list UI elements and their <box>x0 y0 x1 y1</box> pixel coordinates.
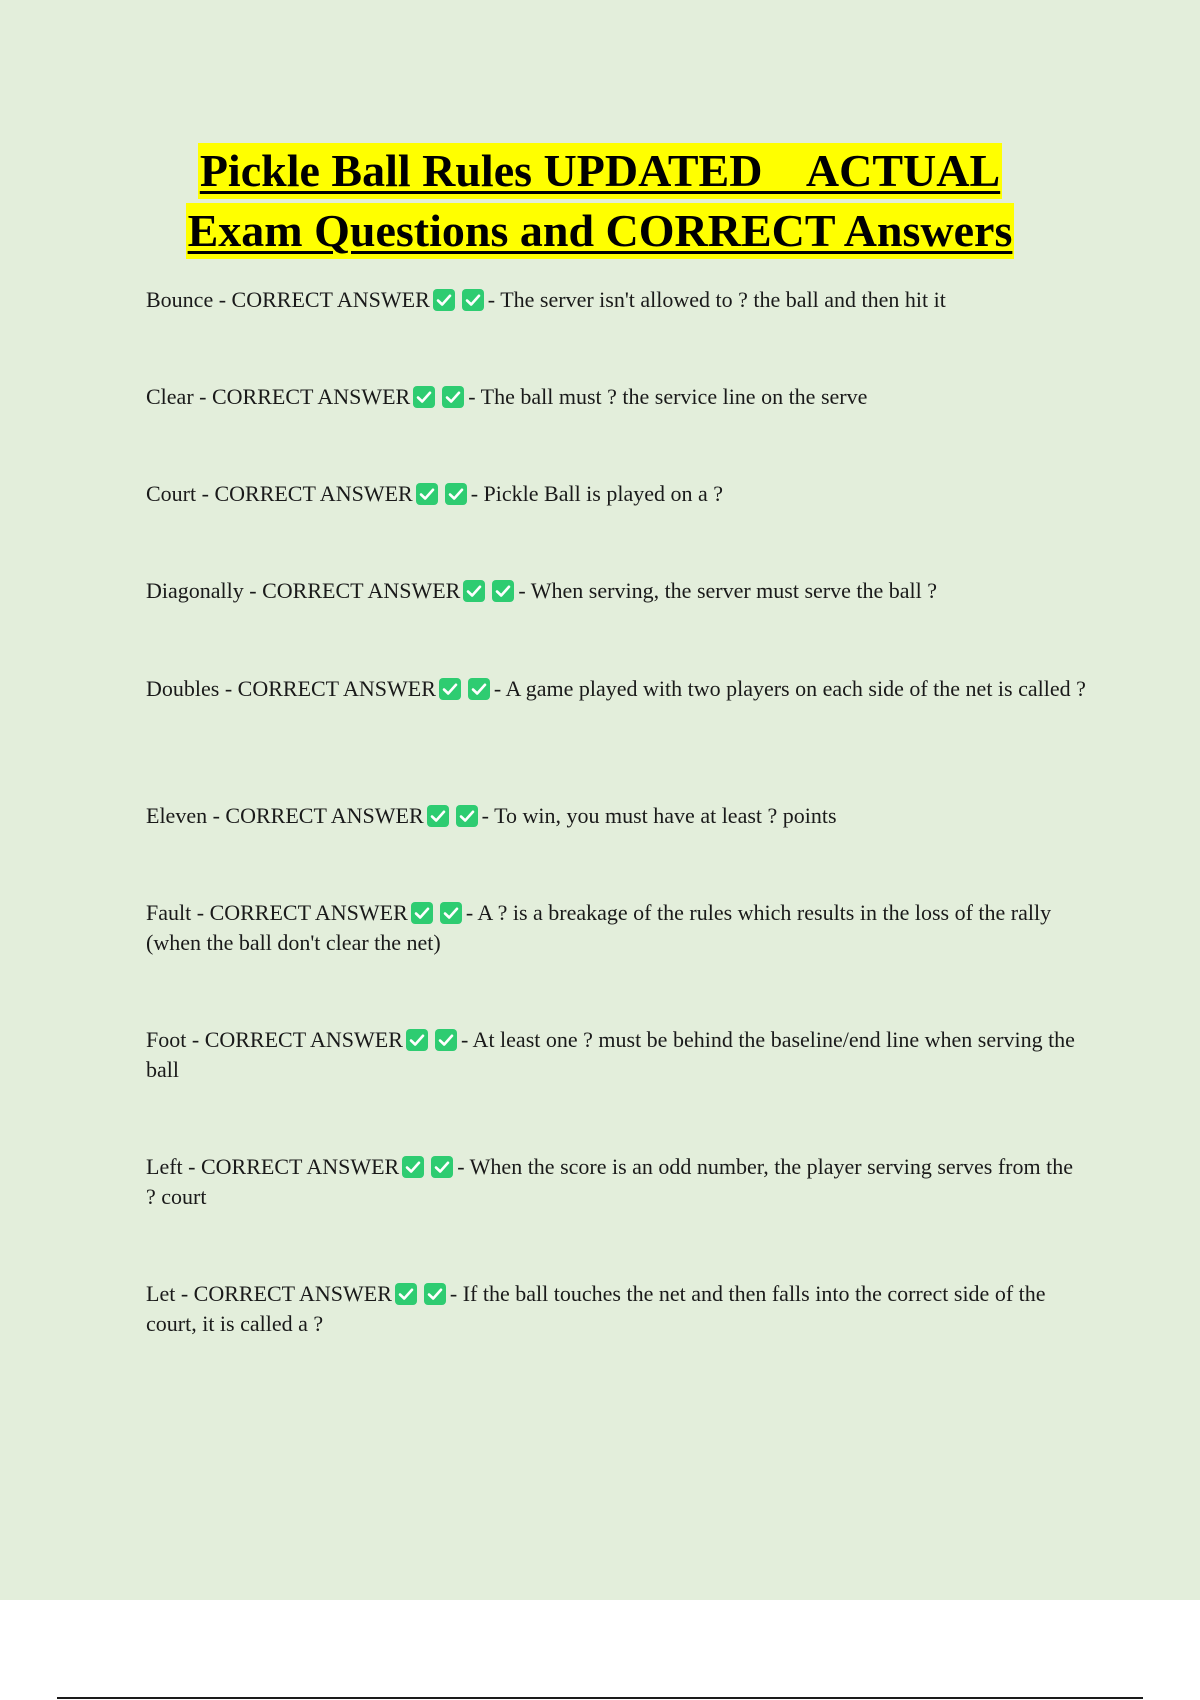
check-mark-icon <box>445 483 467 505</box>
check-mark-icon <box>402 1156 424 1178</box>
qa-term: Bounce <box>146 287 214 312</box>
qa-term: Diagonally <box>146 578 244 603</box>
check-mark-icon <box>442 386 464 408</box>
qa-item: Left - CORRECT ANSWER - When the score is an odd number, the player serving serves from the ? court <box>146 1154 1073 1209</box>
qa-item: Foot - CORRECT ANSWER - At least one ? must be behind the baseline/end line when serving the ball <box>146 1027 1075 1082</box>
check-mark-icon <box>413 386 435 408</box>
qa-term: Left <box>146 1154 183 1179</box>
footer-rule <box>57 1697 1143 1699</box>
qa-item: Diagonally - CORRECT ANSWER - When serving, the server must serve the ball ? <box>146 578 938 603</box>
qa-label: CORRECT ANSWER <box>211 384 411 409</box>
check-mark-icon <box>411 902 433 924</box>
check-mark-icon <box>427 805 449 827</box>
check-mark-icon <box>439 678 461 700</box>
qa-definition: - A ? is a breakage of the rules which results in the loss of the rally (when the ball don't clear the net) <box>146 900 1052 955</box>
check-mark-icon <box>463 580 485 602</box>
qa-label: CORRECT ANSWER <box>231 287 430 312</box>
check-mark-icon <box>424 1283 446 1305</box>
qa-term: Eleven <box>146 803 208 828</box>
qa-definition: - At least one ? must be behind the baseline/end line when serving the ball <box>146 1027 1075 1082</box>
qa-term: Court <box>146 481 197 506</box>
check-mark-icon <box>406 1029 428 1051</box>
qa-label: CORRECT ANSWER <box>225 803 424 828</box>
qa-term: Clear <box>146 384 194 409</box>
qa-label: CORRECT ANSWER <box>237 676 436 701</box>
check-mark-icon <box>395 1283 417 1305</box>
qa-term: Foot <box>146 1027 187 1052</box>
qa-label: CORRECT ANSWER <box>204 1027 403 1052</box>
qa-item: Fault - CORRECT ANSWER - A ? is a breakage of the rules which results in the loss of the rally (when the ball don't clear the net) <box>146 900 1052 955</box>
qa-label: CORRECT ANSWER <box>214 481 413 506</box>
check-mark-icon <box>416 483 438 505</box>
qa-term: Fault <box>146 900 192 925</box>
check-mark-icon <box>431 1156 453 1178</box>
qa-definition: - When serving, the server must serve the ball ? <box>518 578 938 603</box>
qa-definition: - When the score is an odd number, the player serving serves from the ? court <box>146 1154 1073 1209</box>
qa-label: CORRECT ANSWER <box>200 1154 400 1179</box>
qa-label: CORRECT ANSWER <box>193 1281 392 1306</box>
qa-term: Doubles <box>146 676 220 701</box>
qa-item: Clear - CORRECT ANSWER - The ball must ? the service line on the serve <box>146 384 868 409</box>
qa-definition: - A game played with two players on each side of the net is called ? <box>493 676 1086 701</box>
check-mark-icon <box>435 1029 457 1051</box>
qa-definition: - To win, you must have at least ? points <box>481 803 837 828</box>
qa-term: Let <box>146 1281 176 1306</box>
title-line-2: Exam Questions and CORRECT Answers <box>186 203 1015 259</box>
check-mark-icon <box>468 678 490 700</box>
check-mark-icon <box>456 805 478 827</box>
check-mark-icon <box>462 289 484 311</box>
qa-item: Let - CORRECT ANSWER - If the ball touches the net and then falls into the correct side of the court, it is called a ? <box>146 1281 1046 1336</box>
qa-label: CORRECT ANSWER <box>209 900 408 925</box>
document-title <box>0 143 1200 259</box>
qa-item: Doubles - CORRECT ANSWER - A game played with two players on each side of the net is called ? <box>146 676 1086 701</box>
title-line-1: Pickle Ball Rules UPDATED ACTUAL <box>198 143 1002 199</box>
qa-label: CORRECT ANSWER <box>262 578 461 603</box>
qa-item: Court - CORRECT ANSWER - Pickle Ball is played on a ? <box>146 481 724 506</box>
qa-definition: - The ball must ? the service line on the serve <box>468 384 868 409</box>
qa-definition: - Pickle Ball is played on a ? <box>470 481 724 506</box>
check-mark-icon <box>440 902 462 924</box>
qa-definition: - The server isn't allowed to ? the ball and then hit it <box>487 287 946 312</box>
qa-definition: - If the ball touches the net and then falls into the correct side of the court, it is called a ? <box>146 1281 1046 1336</box>
check-mark-icon <box>492 580 514 602</box>
qa-item: Bounce - CORRECT ANSWER - The server isn't allowed to ? the ball and then hit it <box>146 287 946 312</box>
qa-item: Eleven - CORRECT ANSWER - To win, you must have at least ? points <box>146 803 837 828</box>
check-mark-icon <box>433 289 455 311</box>
